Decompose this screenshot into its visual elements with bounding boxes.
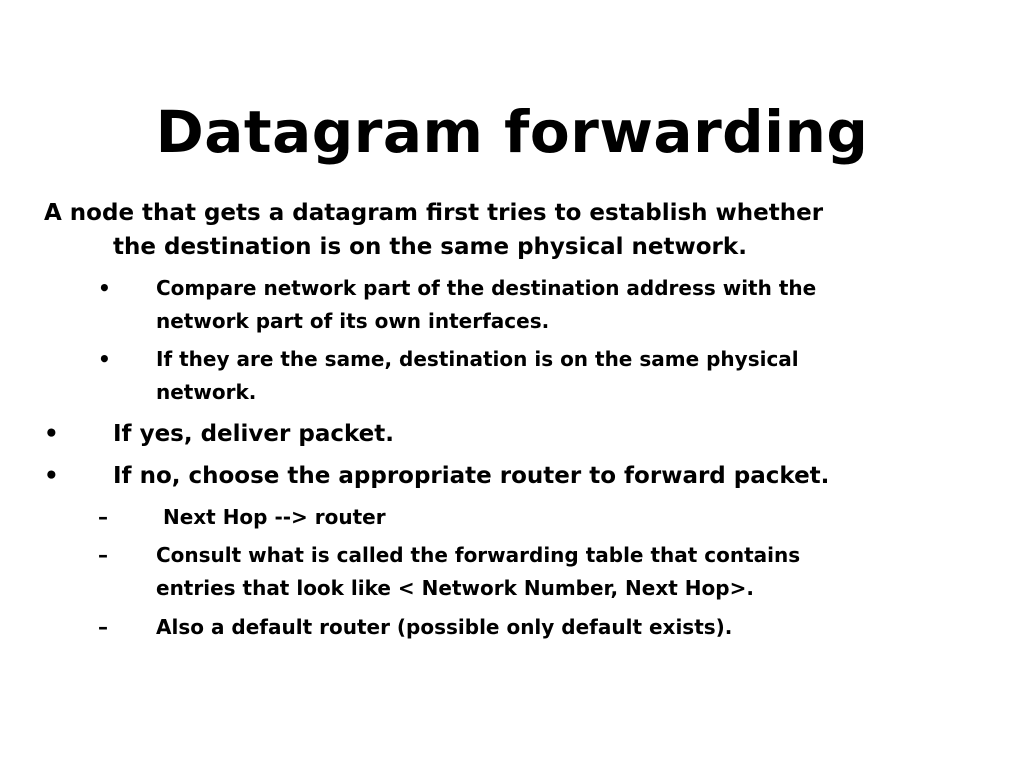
dash-item-next-hop: Next Hop --> router [156,505,386,529]
subpoint-2-line-2: network. [156,380,257,404]
intro-line-1: A node that gets a datagram first tries to establish whether [44,200,824,226]
slide-title: Datagram forwarding [155,98,869,166]
dash-item-forwarding-table-line-1: Consult what is called the forwarding table that contains [156,543,801,567]
dash-item-forwarding-table-line-2: entries that look like < Network Number, Next Hop>. [156,576,754,600]
bullet-marker: • [98,276,111,300]
subpoint-2-line-1: If they are the same, destination is on the same physical [156,347,799,371]
bullet-no: If no, choose the appropriate router to forward packet. [113,463,830,489]
dash-item-default-router: Also a default router (possible only default exists). [156,615,733,639]
bullet-yes: If yes, deliver packet. [113,421,394,447]
dash-marker: – [98,615,108,639]
subpoint-1-line-2: network part of its own interfaces. [156,309,550,333]
bullet-marker: • [44,463,59,489]
bullet-marker: • [44,421,59,447]
dash-marker: – [98,505,108,529]
bullet-marker: • [98,347,111,371]
intro-line-2: the destination is on the same physical network. [113,234,747,260]
dash-marker: – [98,543,108,567]
subpoint-1-line-1: Compare network part of the destination address with the [156,276,817,300]
